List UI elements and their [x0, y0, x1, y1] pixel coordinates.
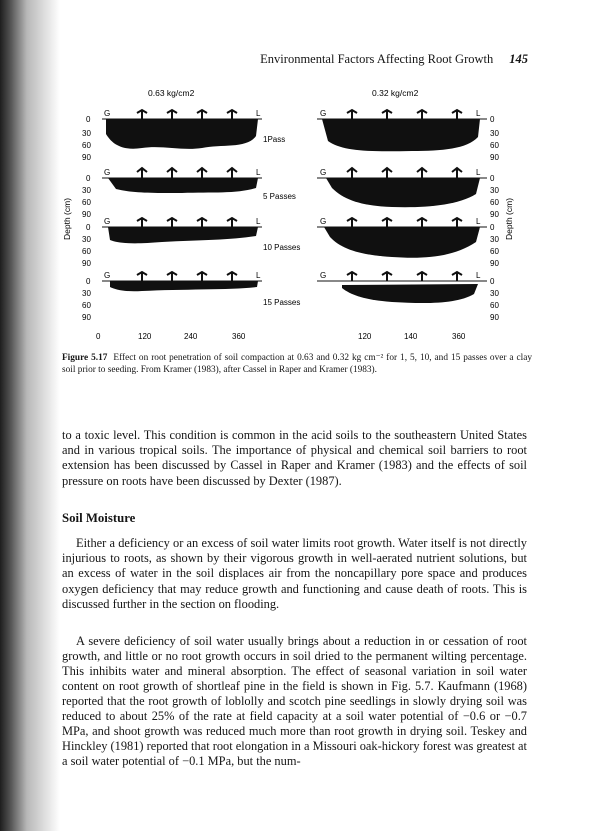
x-tick: 360 [232, 332, 246, 341]
panel-label-g: G [104, 271, 111, 280]
right-depth-label: Depth (cm) [504, 197, 514, 240]
depth-tick: 0 [86, 174, 91, 183]
panel-label-g: G [320, 168, 327, 177]
depth-tick: 30 [82, 289, 91, 298]
depth-tick: 0 [86, 115, 91, 124]
right-root-zone-2 [326, 178, 480, 207]
figure-caption [62, 352, 532, 377]
depth-tick: 90 [490, 210, 499, 219]
panel-label-g: G [104, 217, 111, 226]
panel-label-g: G [104, 109, 111, 118]
depth-tick: 60 [490, 301, 499, 310]
left-panel-4 [102, 271, 262, 291]
right-depth-axes [490, 115, 514, 322]
right-root-zone-3 [324, 227, 480, 258]
right-panel-1 [317, 109, 487, 151]
paragraph-1: to a toxic level. This condition is common in the acid soils to the southeastern United States and in various tropical soils. The importance of physical and chemical soil barriers to root extension has been discussed by Cassel in Raper and Kramer (1983) and the effects of soil pressure on roots have been discussed by Dexter (1987). [62, 428, 527, 488]
depth-tick: 0 [490, 223, 495, 232]
panel-label-l: L [476, 168, 481, 177]
left-root-zone-1 [106, 119, 258, 149]
pass-labels [263, 135, 300, 307]
depth-tick: 30 [82, 129, 91, 138]
left-root-zone-3 [108, 227, 258, 243]
left-x-axis [96, 332, 246, 341]
figure-label: Figure 5.17 [62, 353, 108, 363]
left-depth-label: Depth (cm) [62, 197, 72, 240]
depth-tick: 30 [82, 186, 91, 195]
panel-label-l: L [256, 271, 261, 280]
left-depth-axes [62, 115, 91, 322]
depth-tick: 60 [82, 301, 91, 310]
panel-label-g: G [320, 271, 327, 280]
left-panel-3 [102, 217, 262, 243]
depth-tick: 90 [490, 259, 499, 268]
depth-tick: 60 [490, 141, 499, 150]
panel-label-l: L [256, 168, 261, 177]
pass-label: 1Pass [263, 135, 286, 144]
root-compaction-figure [62, 82, 542, 350]
panel-label-l: L [476, 271, 481, 280]
paragraph-3: A severe deficiency of soil water usually brings about a reduction in or cessation of root growth, and little or no root growth occurs in soil dried to the permanent wilting percentage. This inhibits water and mineral absorption. The effect of seasonal variation in soil water content on root growth of shortleaf pine in the field is shown in Fig. 5.7. Kaufmann (1968) reported that the root growth of loblolly and scotch pine seedlings in slowly drying soil was reduced to about 25% of the rate at field capacity at a soil water potential of −0.6 or −0.7 MPa, and shoot growth was reduced much more than root growth in drying soil. Teskey and Hinckley (1981) reported that root elongation in a Missouri oak-hickory forest was greatest at a soil water potential of −0.1 MPa, but the num- [62, 634, 527, 768]
depth-tick: 60 [82, 141, 91, 150]
running-header [180, 52, 528, 67]
pass-label: 10 Passes [263, 243, 301, 252]
panel-label-l: L [476, 109, 481, 118]
depth-tick: 30 [82, 235, 91, 244]
panel-label-g: G [320, 217, 327, 226]
page-binding-shadow [0, 0, 60, 831]
running-title: Environmental Factors Affecting Root Growth [260, 52, 494, 66]
depth-tick: 90 [82, 259, 91, 268]
right-column-title: 0.32 kg/cm2 [372, 88, 419, 98]
depth-tick: 30 [490, 289, 499, 298]
depth-tick: 30 [490, 235, 499, 244]
left-column-title: 0.63 kg/cm2 [148, 88, 195, 98]
left-panel-1 [102, 109, 262, 149]
depth-tick: 0 [490, 115, 495, 124]
panel-label-l: L [256, 109, 261, 118]
panel-label-l: L [476, 217, 481, 226]
x-tick: 120 [358, 332, 372, 341]
panel-label-g: G [320, 109, 327, 118]
depth-tick: 90 [82, 313, 91, 322]
depth-tick: 90 [82, 210, 91, 219]
panel-label-g: G [104, 168, 111, 177]
figure-caption-text: Effect on root penetration of soil compaction at 0.63 and 0.32 kg cm⁻² for 1, 5, 10, and 15 passes over a clay soil prior to seeding. From Kramer (1983), after Cassel in Raper and Kramer (1983). [62, 353, 533, 376]
x-tick: 0 [96, 332, 101, 341]
right-panel-2 [317, 168, 487, 207]
section-title: Soil Moisture [62, 511, 136, 525]
right-panel-3 [317, 217, 487, 258]
left-panels [102, 109, 262, 291]
depth-tick: 60 [82, 198, 91, 207]
left-panel-2 [102, 168, 262, 193]
depth-tick: 0 [86, 277, 91, 286]
depth-tick: 0 [490, 174, 495, 183]
depth-tick: 30 [490, 129, 499, 138]
page-number: 145 [509, 52, 528, 66]
depth-tick: 90 [82, 153, 91, 162]
paragraph-2: Either a deficiency or an excess of soil water limits root growth. Water itself is not directly injurious to roots, as shown by their vigorous growth in well-aerated nutrient solutions, but an excess of water in the soil displaces air from the noncapillary pore space and produces oxygen deficiency that may reduce growth and functioning and cause death of roots. This is discussed further in the section on flooding. [62, 536, 527, 611]
x-tick: 120 [138, 332, 152, 341]
left-root-zone-4 [110, 281, 258, 291]
depth-tick: 90 [490, 313, 499, 322]
depth-tick: 0 [86, 223, 91, 232]
pass-label: 15 Passes [263, 298, 301, 307]
right-root-zone-4 [342, 284, 478, 303]
depth-tick: 0 [490, 277, 495, 286]
x-tick: 140 [404, 332, 418, 341]
x-tick: 360 [452, 332, 466, 341]
right-x-axis [358, 332, 466, 341]
right-root-zone-1 [322, 119, 480, 151]
depth-tick: 60 [490, 198, 499, 207]
left-root-zone-2 [108, 178, 258, 193]
x-tick: 240 [184, 332, 198, 341]
right-panels [317, 109, 487, 303]
pass-label: 5 Passes [263, 192, 296, 201]
depth-tick: 30 [490, 186, 499, 195]
plant-icon [137, 110, 237, 119]
depth-tick: 60 [82, 247, 91, 256]
depth-tick: 60 [490, 247, 499, 256]
depth-tick: 90 [490, 153, 499, 162]
right-panel-4 [317, 271, 487, 303]
panel-label-l: L [256, 217, 261, 226]
